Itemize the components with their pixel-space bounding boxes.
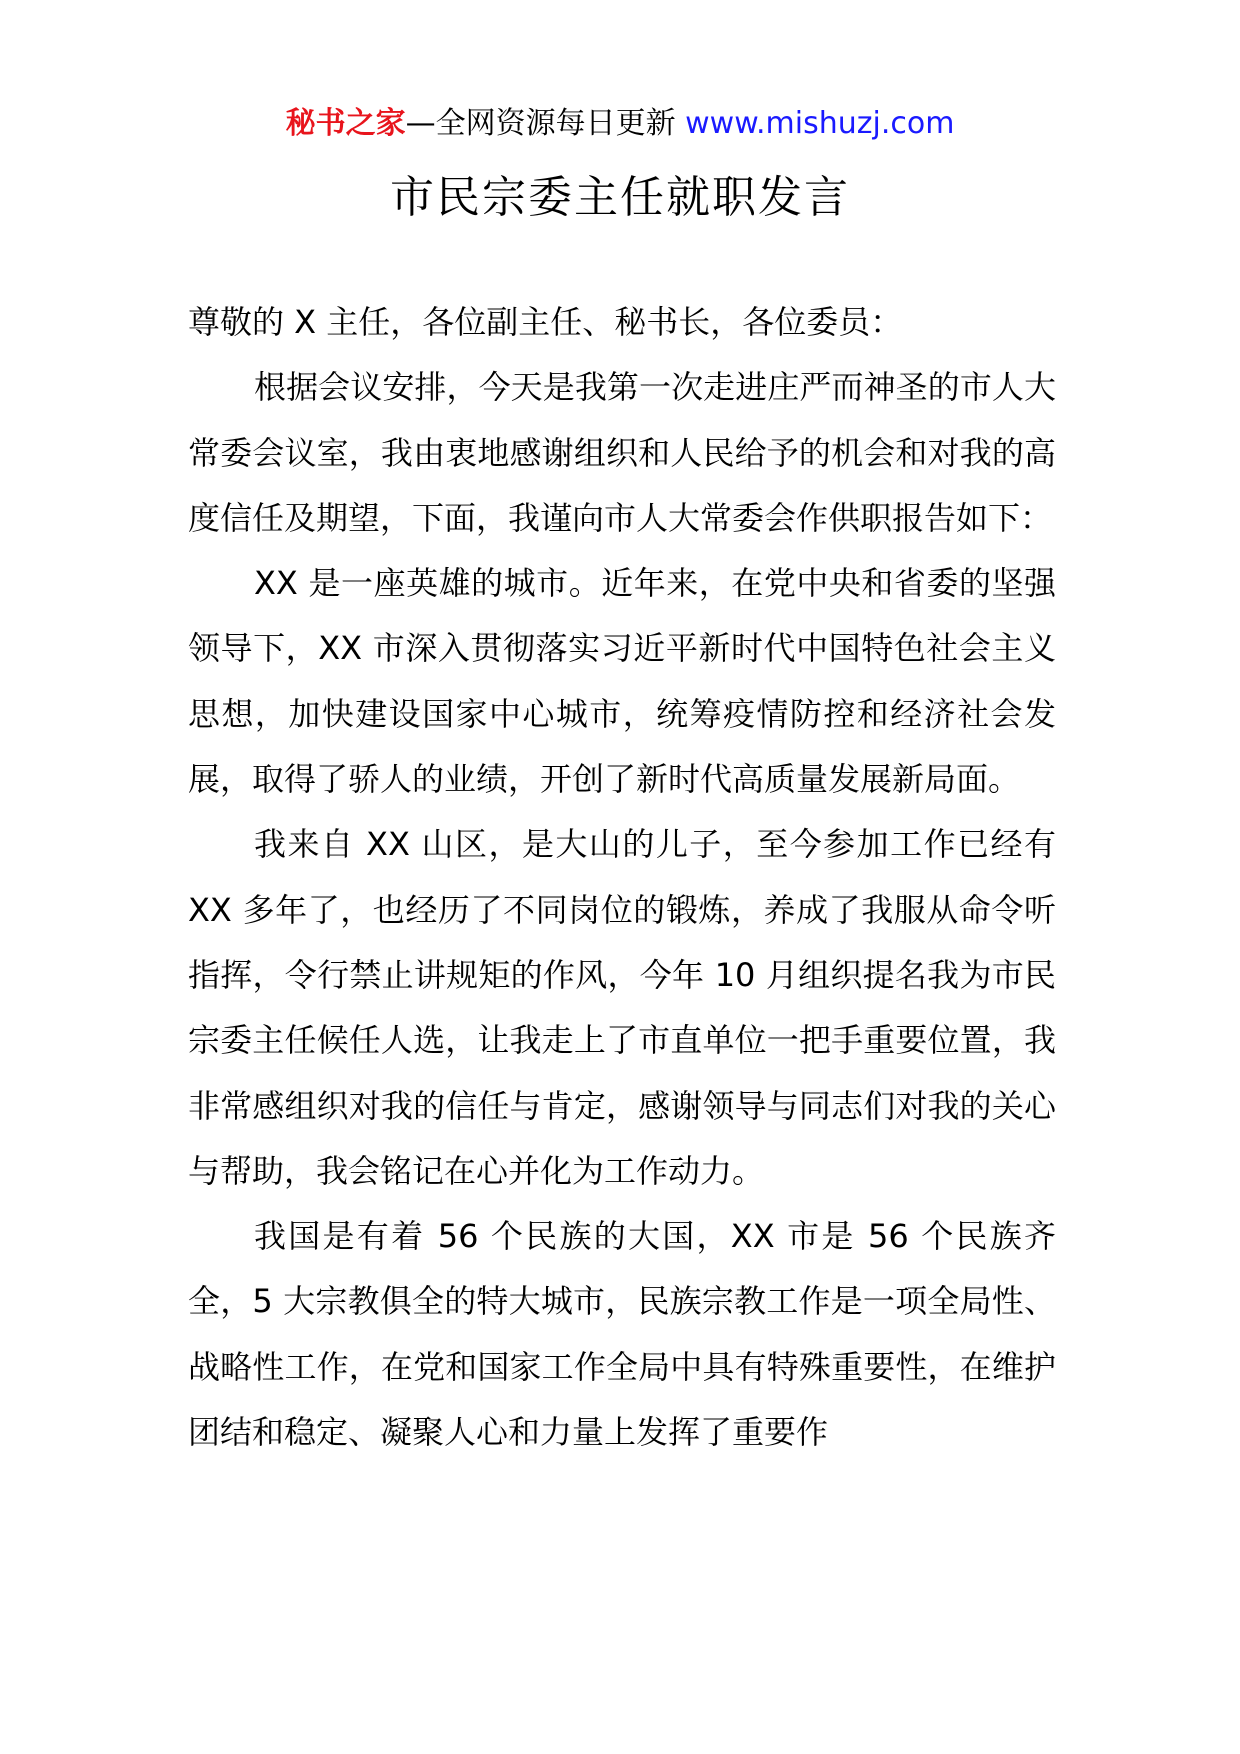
site-brand: 秘书之家 xyxy=(285,106,406,141)
site-header xyxy=(0,102,1240,146)
document-title: 市民宗委主任就职发言 xyxy=(390,172,850,223)
document-body xyxy=(188,290,1056,1465)
paragraph-3: 我来自 XX 山区，是大山的儿子，至今参加工作已经有 XX 多年了，也经历了不同岗位的锻炼，养成了我服从命令听指挥，令行禁止讲规矩的作风，今年 10 月组织提名我为市民宗委主任候任人选，让我走上了市直单位一把手重要位置，我非常感组织对我的信任与肯定，感谢领导与同志们对我的关心与帮助，我会铭记在心并化为工作动力。 xyxy=(188,825,1056,1190)
site-url-link[interactable]: www.mishuzj.com xyxy=(685,106,955,141)
paragraph-4: 我国是有着 56 个民族的大国，XX 市是 56 个民族齐全，5 大宗教俱全的特大城市，民族宗教工作是一项全局性、战略性工作，在党和国家工作全局中具有特殊重要性，在维护团结和稳定、凝聚人心和力量上发挥了重要作 xyxy=(188,1217,1056,1452)
site-tagline: —全网资源每日更新 xyxy=(405,106,686,141)
salutation: 尊敬的 X 主任，各位副主任、秘书长，各位委员： xyxy=(188,303,903,341)
paragraph-1: 根据会议安排，今天是我第一次走进庄严而神圣的市人大常委会议室，我由衷地感谢组织和人民给予的机会和对我的高度信任及期望，下面，我谨向市人大常委会作供职报告如下： xyxy=(188,368,1056,537)
paragraph-2: XX 是一座英雄的城市。近年来，在党中央和省委的坚强领导下，XX 市深入贯彻落实习近平新时代中国特色社会主义思想，加快建设国家中心城市，统筹疫情防控和经济社会发展，取得了骄人的业绩，开创了新时代高质量发展新局面。 xyxy=(188,564,1056,799)
